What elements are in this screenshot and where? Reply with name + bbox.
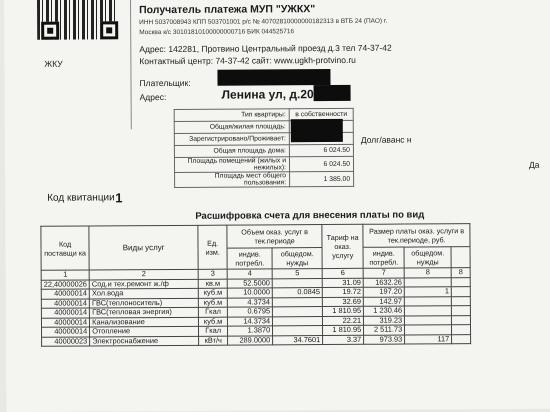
service-name: Электроснабжение bbox=[90, 336, 199, 346]
service-name: Хол.вода bbox=[89, 288, 198, 298]
table-row: Общая/жилая площадь: bbox=[174, 120, 353, 133]
table-cell bbox=[273, 326, 323, 336]
service-name: ГВС(тепловая энергия) bbox=[90, 307, 199, 317]
table-cell: 142.97 bbox=[363, 297, 404, 307]
table-cell: 40000014 bbox=[41, 327, 89, 337]
table-cell: 14.3734 bbox=[228, 316, 273, 326]
redaction-area bbox=[291, 119, 343, 142]
table-cell: 22,40000026 bbox=[41, 279, 89, 289]
table-cell bbox=[404, 296, 451, 306]
table-row: Площадь помещений (жилых и нежилых): 6 024.50 bbox=[174, 156, 353, 172]
table-cell: 4.3734 bbox=[227, 297, 272, 307]
table-header-row: Код поставщи ка Виды услуг Ед. изм. Объем оказ. услуг в тек.периоде Тариф на оказ. услугу Размер платы оказ. услуги в тек.периоде, руб. bbox=[41, 224, 470, 250]
table-cell bbox=[451, 296, 470, 306]
table-cell bbox=[452, 334, 471, 344]
table-cell: 1.3870 bbox=[228, 326, 273, 336]
table-cell: 34.7601 bbox=[273, 335, 323, 345]
table-cell bbox=[272, 297, 322, 307]
table-cell: 52.5000 bbox=[227, 278, 272, 288]
recipient-address: Адрес: 142281, Протвино Центральный проезд д.3 тел 74-37-42 bbox=[139, 42, 392, 55]
table-cell: 117 bbox=[405, 334, 452, 344]
account-label: ЖКУ bbox=[44, 58, 63, 69]
table-cell bbox=[451, 277, 470, 287]
recipient-requisites-2: Москва к/с 30101810100000000716 БИК 044525716 bbox=[139, 28, 295, 37]
table-cell: 197.20 bbox=[363, 287, 404, 297]
right-cut-text: Да bbox=[528, 159, 540, 170]
table-subheader-row: индив. потребл. общедом. нужды индив. потребл. общедом. нужды bbox=[41, 247, 470, 271]
table-cell bbox=[273, 307, 323, 317]
table-cell: 40000014 bbox=[41, 308, 89, 318]
table-row: Зарегистрировано/Проживает: bbox=[174, 132, 353, 145]
table-cell: 40000014 bbox=[41, 317, 89, 327]
address-label: Адрес: bbox=[139, 92, 167, 103]
breakdown-title: Расшифровка счета для внесения платы по вид bbox=[195, 209, 425, 222]
table-cell: 1 bbox=[404, 287, 451, 297]
table-cell bbox=[452, 306, 471, 316]
table-cell: куб.м bbox=[199, 317, 228, 327]
table-row: Площадь мест общего пользования: 1 385.00 bbox=[175, 171, 354, 187]
table-cell: Гкал bbox=[199, 307, 228, 317]
recipient-contacts: Контактный центр: 74-37-42 сайт: www.ugkh-protvino.ru bbox=[139, 54, 356, 67]
qr-finder-icon bbox=[100, 21, 118, 39]
table-cell: 1 810.95 bbox=[323, 306, 364, 316]
debt-label: Долг/аванс н bbox=[360, 134, 412, 145]
address-value: Ленина ул, д.20 bbox=[221, 87, 314, 102]
redaction-address bbox=[314, 85, 351, 101]
table-cell: 973.93 bbox=[364, 335, 405, 345]
table-cell bbox=[405, 325, 452, 335]
table-cell: 0.6795 bbox=[228, 307, 273, 317]
table-row bbox=[42, 334, 471, 346]
table-cell: Гкал bbox=[199, 326, 228, 336]
receipt-page bbox=[4, 0, 550, 412]
table-row: Тип квартиры: в собственности bbox=[174, 108, 353, 121]
table-cell: 32.69 bbox=[322, 297, 363, 307]
recipient-title: Получатель платежа МУП "УЖКХ" bbox=[139, 3, 316, 17]
table-cell: кв.м bbox=[198, 279, 227, 289]
column-numbers-row: 1 2 3 4 5 6 7 8 8 bbox=[41, 268, 470, 280]
receipt-code-label: Код квитанции bbox=[47, 192, 115, 204]
table-cell: 31.09 bbox=[322, 278, 363, 288]
table-cell: 1 810.95 bbox=[323, 325, 364, 335]
table-cell: куб.м bbox=[198, 288, 227, 298]
table-cell bbox=[451, 287, 470, 297]
table-cell: 1632.26 bbox=[363, 278, 404, 288]
table-cell: 40000014 bbox=[41, 289, 89, 299]
table-cell: 2 511.73 bbox=[364, 325, 405, 335]
table-cell bbox=[405, 315, 452, 325]
service-name: Канализование bbox=[90, 317, 199, 327]
table-cell: 1 230.46 bbox=[364, 306, 405, 316]
table-cell: 319.23 bbox=[364, 316, 405, 326]
breakdown-table bbox=[40, 223, 471, 347]
page-bottom-blank bbox=[6, 349, 550, 412]
table-cell: 3.37 bbox=[323, 335, 364, 345]
table-cell: 40000014 bbox=[41, 298, 89, 308]
table-row: Общая площадь дома: 6 024.50 bbox=[174, 144, 353, 157]
table-cell: куб.м bbox=[198, 298, 227, 308]
service-name: Отопление bbox=[90, 326, 199, 336]
table-cell: 10.0000 bbox=[227, 288, 272, 298]
service-name: Сод.и тех.ремонт ж./ф bbox=[89, 279, 198, 289]
table-cell bbox=[452, 325, 471, 335]
table-cell bbox=[405, 306, 452, 316]
table-cell bbox=[452, 315, 471, 325]
receipt-code-value: 1 bbox=[115, 190, 123, 206]
table-cell: 19.72 bbox=[322, 287, 363, 297]
redaction-payer bbox=[217, 69, 330, 86]
qr-finder-icon bbox=[41, 22, 59, 40]
table-cell: 40000023 bbox=[42, 336, 90, 346]
table-cell bbox=[273, 316, 323, 326]
table-cell: 22.21 bbox=[323, 316, 364, 326]
table-cell: кВт/ч bbox=[199, 336, 228, 346]
table-cell: 0.0845 bbox=[272, 288, 322, 298]
table-cell: 289.0000 bbox=[228, 335, 273, 345]
recipient-requisites-1: ИНН 5037008943 КПП 503701001 р/с № 40702810000000182313 в ВТБ 24 (ПАО) г. bbox=[139, 17, 388, 27]
service-name: ГВС(теплоноситель) bbox=[89, 298, 198, 308]
payer-label: Плательщик: bbox=[139, 77, 191, 89]
